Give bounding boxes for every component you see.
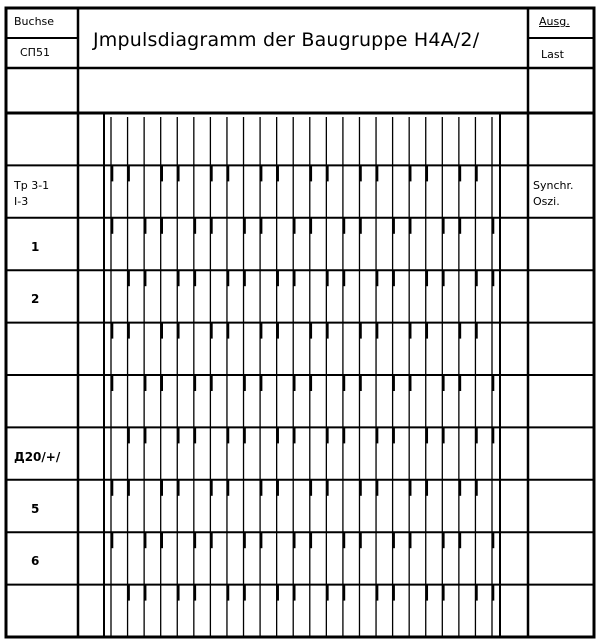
header-right-top: Ausg. — [539, 15, 570, 28]
left_labels-2: 1 — [31, 240, 40, 254]
diagram-title: Jmpulsdiagramm der Baugruppe H4A/2/ — [93, 29, 480, 51]
timing-lines — [111, 117, 492, 637]
left_labels-3: 2 — [31, 292, 40, 307]
left_labels-1: Tp 3-1 I-3 — [14, 178, 50, 209]
left_labels-8: 6 — [31, 554, 40, 569]
row-lines — [6, 165, 594, 584]
header-left-bottom: СП51 — [20, 46, 50, 59]
pulse-marks — [112, 165, 493, 600]
header-left-top: Buchse — [14, 15, 55, 28]
right_labels-1: Synchr. Oszi. — [533, 178, 574, 209]
header-right-bottom: Last — [541, 48, 564, 61]
left_labels-7: 5 — [31, 502, 40, 516]
left_labels-6: Д20/+/ — [14, 449, 61, 464]
